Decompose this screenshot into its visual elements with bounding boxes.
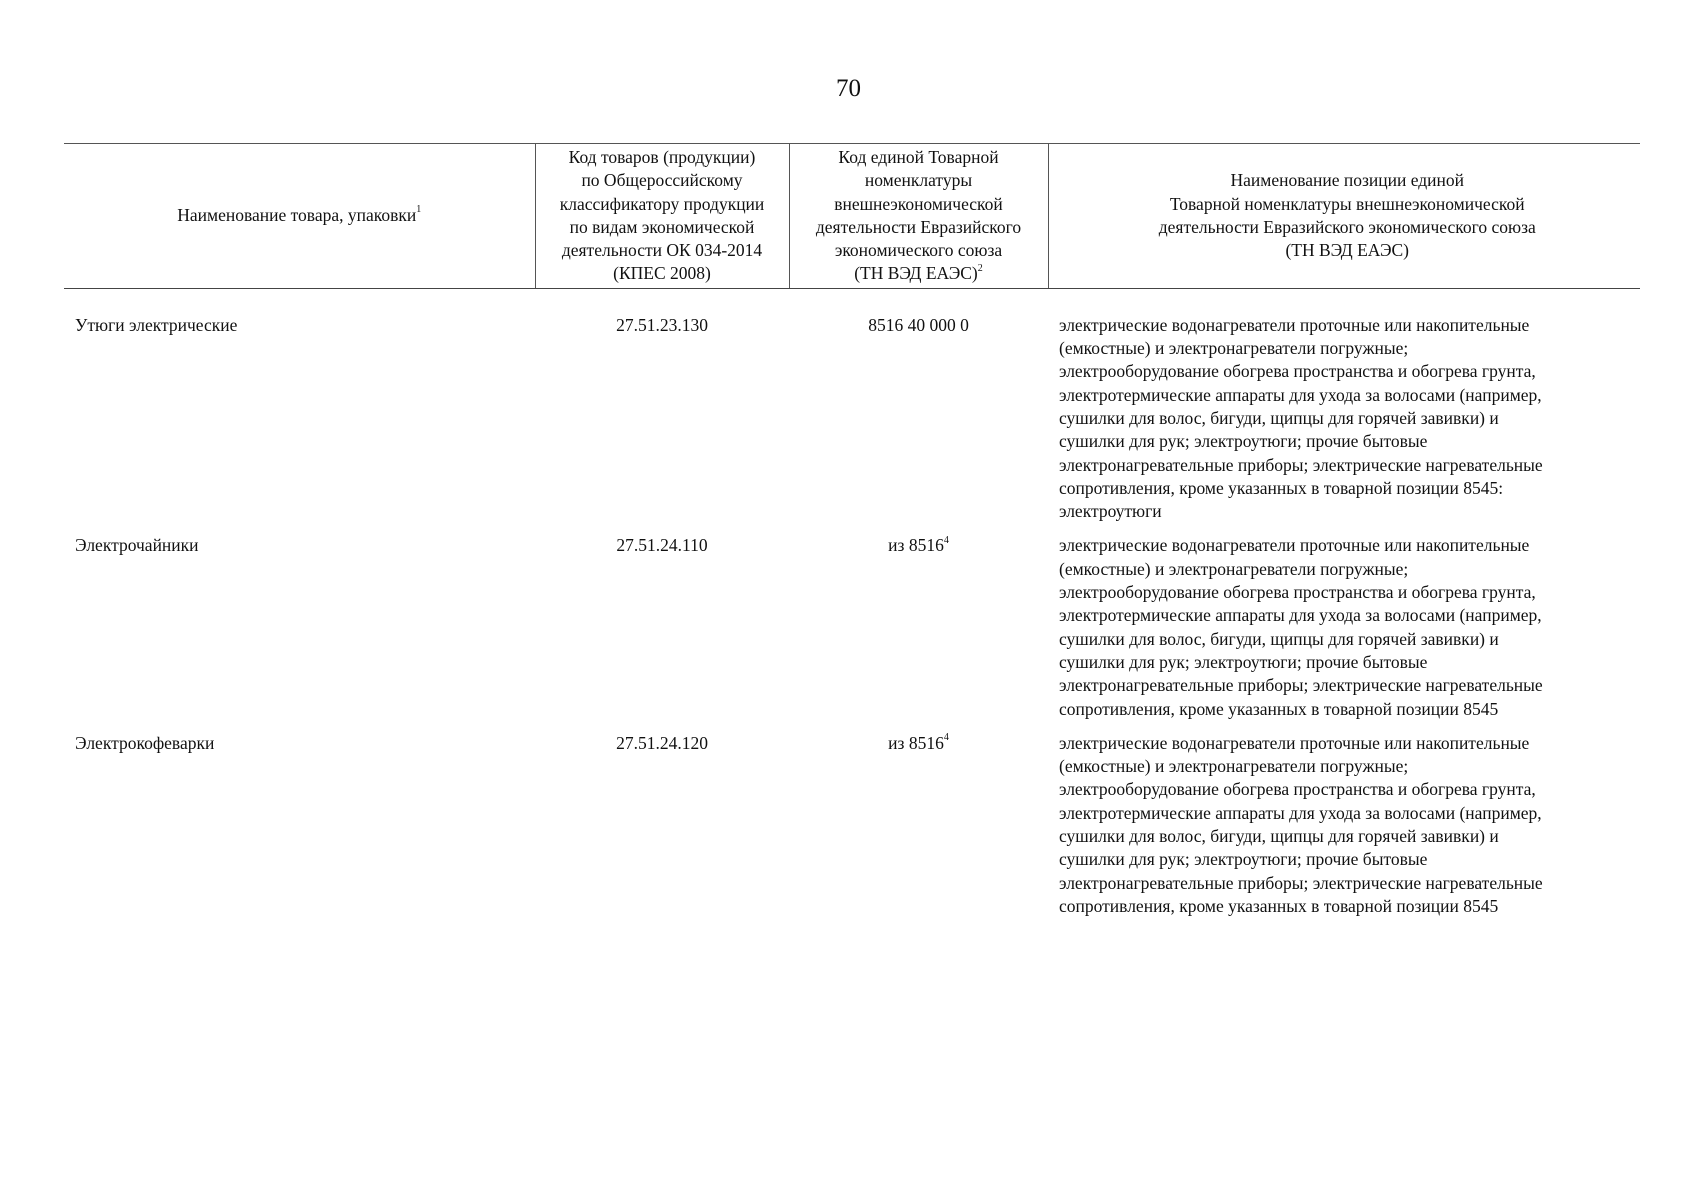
description-line: (емкостные) и электронагреватели погружные; xyxy=(1059,338,1409,359)
header-line: деятельности Евразийского экономического союза xyxy=(1158,216,1536,237)
header-line: классификатору продукции xyxy=(559,193,765,214)
description-line: сушилки для рук; электроутюги; прочие бытовые xyxy=(1059,651,1428,672)
header-line: (КПЕС 2008) xyxy=(613,263,711,284)
footnote-marker: 2 xyxy=(977,262,983,274)
description-line: сопротивления, кроме указанных в товарной позиции 8545 xyxy=(1059,895,1499,916)
table-body xyxy=(64,288,1640,929)
header-row xyxy=(64,144,1640,289)
description-line: электронагревательные приборы; электрические нагревательные xyxy=(1059,675,1543,696)
header-line: Товарной номенклатуры внешнеэкономической xyxy=(1169,193,1525,214)
tnved-description-cell xyxy=(1048,288,1640,534)
tnved-description-cell xyxy=(1048,534,1640,731)
description-line: сушилки для волос, бигуди, щипцы для горячей завивки) и xyxy=(1059,407,1499,428)
table-row xyxy=(64,534,1640,731)
page-number: 70 xyxy=(836,75,861,102)
tnved-code-cell xyxy=(789,534,1048,731)
okpd-code-cell: 27.51.23.130 xyxy=(616,314,708,335)
header-okpd-code xyxy=(535,144,789,289)
description-line: электронагревательные приборы; электрические нагревательные xyxy=(1059,454,1543,475)
description-line: электрооборудование обогрева пространства и обогрева грунта, xyxy=(1059,361,1536,382)
tnved-code-text: из 8516 xyxy=(888,535,944,556)
tnved-code-cell xyxy=(789,732,1048,929)
description-line: электротермические аппараты для ухода за волосами (например, xyxy=(1059,605,1542,626)
table-row xyxy=(64,732,1640,929)
description-line: (емкостные) и электронагреватели погружные; xyxy=(1059,558,1409,579)
description-line: сушилки для рук; электроутюги; прочие бытовые xyxy=(1059,431,1428,452)
header-line: Код товаров (продукции) xyxy=(568,147,756,167)
description-line: электрооборудование обогрева пространства и обогрева грунта, xyxy=(1059,779,1536,800)
header-line: номенклатуры xyxy=(864,170,973,191)
table-header xyxy=(64,144,1640,289)
description-line: (емкостные) и электронагреватели погружные; xyxy=(1059,756,1409,777)
footnote-marker: 4 xyxy=(943,732,949,743)
header-goods-name-text: Наименование товара, упаковки xyxy=(177,205,417,226)
table-row xyxy=(64,288,1640,534)
okpd-code-cell: 27.51.24.110 xyxy=(616,535,708,556)
header-tnved-code xyxy=(789,144,1048,289)
header-line: экономического союза xyxy=(834,240,1003,261)
goods-table xyxy=(64,143,1640,929)
description-line: электротермические аппараты для ухода за волосами (например, xyxy=(1059,802,1542,823)
tnved-code-cell xyxy=(789,288,1048,534)
header-line: Код единой Товарной xyxy=(838,147,999,167)
description-line: электрические водонагреватели проточные или накопительные xyxy=(1059,535,1530,556)
header-tnved-position-name xyxy=(1048,144,1640,289)
description-line: сушилки для рук; электроутюги; прочие бытовые xyxy=(1059,849,1428,870)
header-line: деятельности Евразийского xyxy=(815,216,1022,237)
description-line: сушилки для волос, бигуди, щипцы для горячей завивки) и xyxy=(1059,826,1499,847)
footnote-marker: 1 xyxy=(416,204,422,216)
header-line: по видам экономической xyxy=(569,216,755,237)
description-line: электроутюги xyxy=(1059,501,1162,522)
description-line: электрооборудование обогрева пространства и обогрева грунта, xyxy=(1059,582,1536,603)
description-line: электрические водонагреватели проточные или накопительные xyxy=(1059,314,1530,335)
description-line: электрические водонагреватели проточные или накопительные xyxy=(1059,732,1530,753)
header-line: Наименование позиции единой xyxy=(1230,170,1465,191)
okpd-code-cell: 27.51.24.120 xyxy=(616,732,708,753)
tnved-description-cell xyxy=(1048,732,1640,929)
header-line: (ТН ВЭД ЕАЭС) xyxy=(1285,240,1410,261)
header-goods-name xyxy=(64,144,535,289)
header-line: по Общероссийскому xyxy=(581,170,743,191)
goods-name-cell: Утюги электрические xyxy=(75,314,238,335)
tnved-code-text: 8516 40 000 0 xyxy=(868,314,969,335)
description-line: сушилки для волос, бигуди, щипцы для горячей завивки) и xyxy=(1059,628,1499,649)
description-line: электротермические аппараты для ухода за волосами (например, xyxy=(1059,384,1542,405)
description-line: сопротивления, кроме указанных в товарной позиции 8545: xyxy=(1059,477,1504,498)
header-line: внешнеэкономической xyxy=(834,193,1003,214)
goods-name-cell: Электрочайники xyxy=(75,535,199,556)
description-line: электронагревательные приборы; электрические нагревательные xyxy=(1059,872,1543,893)
description-line: сопротивления, кроме указанных в товарной позиции 8545 xyxy=(1059,698,1499,719)
header-line: деятельности ОК 034-2014 xyxy=(561,240,763,261)
goods-name-cell: Электрокофеварки xyxy=(75,732,215,753)
tnved-code-text: из 8516 xyxy=(888,732,944,753)
header-line-text: (ТН ВЭД ЕАЭС) xyxy=(854,263,978,284)
footnote-marker: 4 xyxy=(943,534,949,546)
header-line xyxy=(794,262,1044,285)
